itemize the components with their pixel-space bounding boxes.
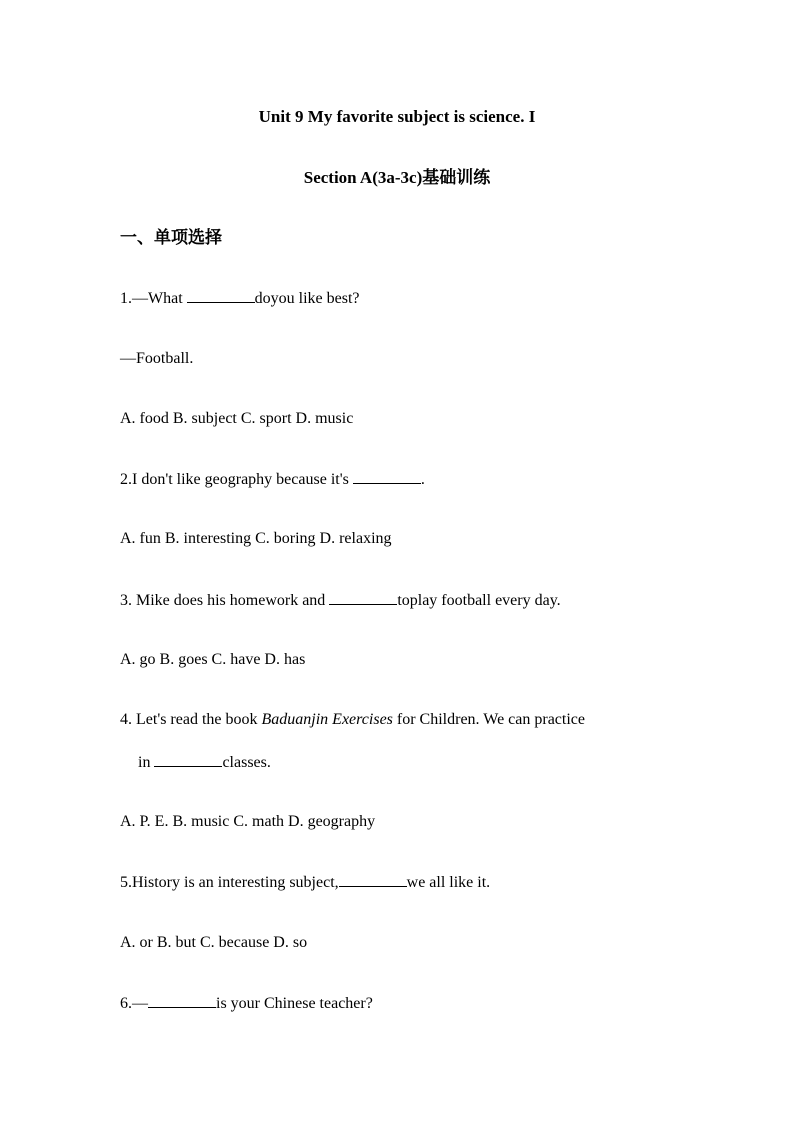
question-1-stem (120, 288, 360, 309)
question-1-dialogue-reply: —Football. (120, 350, 194, 367)
answer-blank (353, 469, 421, 484)
answer-blank (154, 752, 222, 767)
question-3-stem (120, 590, 561, 611)
question-3-stem-start: 3. Mike does his homework and (120, 592, 330, 609)
question-6-stem-start: 6.— (120, 995, 148, 1012)
question-5-stem-start: 5.History is an interesting subject, (120, 874, 339, 891)
question-4-stem-end: for Children. We can practice (392, 711, 585, 728)
answer-blank (339, 872, 407, 887)
question-4-line2-start: in (138, 754, 155, 771)
answer-blank (148, 993, 216, 1008)
section-heading: 一、单项选择 (120, 228, 222, 247)
question-1-options: A. food B. subject C. sport D. music (120, 410, 354, 427)
answer-blank (329, 590, 397, 605)
question-4-stem-start: 4. Let's read the book (120, 711, 262, 728)
question-5-stem-end: we all like it. (406, 874, 491, 891)
question-3-options: A. go B. goes C. have D. has (120, 651, 306, 668)
question-4-book-title: Baduanjin Exercises (261, 711, 393, 728)
question-4-stem-line2 (138, 752, 271, 773)
question-2-options: A. fun B. interesting C. boring D. relaxing (120, 530, 392, 547)
question-2-stem-start: 2.I don't like geography because it's (120, 471, 353, 488)
question-6-stem (120, 993, 373, 1014)
question-2-stem (120, 469, 425, 490)
question-5-stem (120, 872, 490, 893)
question-5-options: A. or B. but C. because D. so (120, 934, 308, 951)
answer-blank (187, 288, 255, 303)
question-6-stem-end: is your Chinese teacher? (216, 995, 373, 1012)
question-1-stem-end: doyou like best? (254, 290, 360, 307)
question-4-stem (120, 710, 585, 730)
question-2-stem-end: . (420, 471, 425, 488)
document-subtitle: Section A(3a-3c)基础训练 (303, 168, 491, 187)
question-1-stem-start: 1.—What (120, 290, 187, 307)
question-4-options: A. P. E. B. music C. math D. geography (120, 813, 376, 830)
question-4-line2-end: classes. (222, 754, 271, 771)
document-title: Unit 9 My favorite subject is science. I (258, 107, 536, 126)
question-3-stem-end: toplay football every day. (397, 592, 561, 609)
